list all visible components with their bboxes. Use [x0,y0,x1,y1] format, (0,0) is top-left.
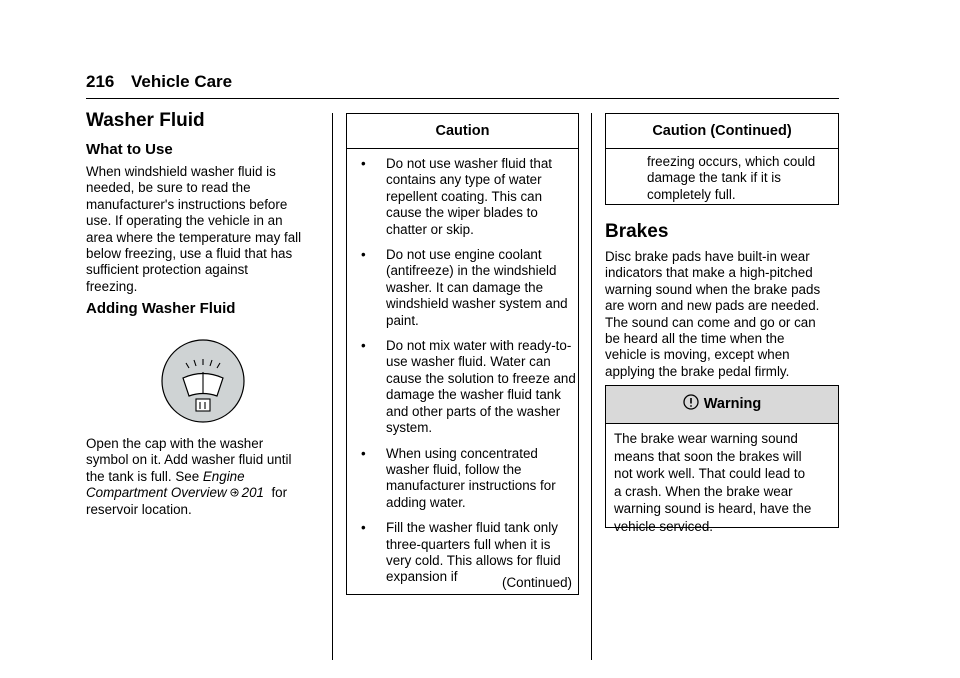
paragraph-line: means that soon the brakes will [614,448,802,464]
adding-washer-fluid-paragraph [86,436,326,518]
bullet-icon: • [361,247,366,263]
paragraph-line: manufacturer's instructions before [86,196,288,212]
paragraph-line [86,469,326,485]
bullet-icon: • [361,445,366,461]
paragraph-line: reservoir location. [86,501,192,517]
paragraph-line: freezing. [86,278,138,294]
caution-item-text: Fill the washer fluid tank only three-quarters full when it is very cold. This allows for fluid expansion if [386,520,561,585]
bullet-icon: • [361,338,366,354]
paragraph-line: freezing occurs, which could [647,154,816,169]
paragraph-text: for [271,485,288,501]
paragraph-line: The brake wear warning sound [614,431,798,446]
caution-item-text: Do not use washer fluid that contains any type of water repellent coating. This can cause the wiper blades to chatter or skip. [386,156,552,237]
paragraph-line: a crash. When the brake wear [614,483,793,499]
warning-icon [683,394,699,410]
column-divider-1 [332,113,333,660]
paragraph-line: warning sound when the brake pads [605,281,821,297]
warning-text [614,430,836,536]
washer-fluid-symbol-icon [161,339,245,423]
caution-item-text: When using concentrated washer fluid, follow the manufacturer instructions for adding water. [386,445,556,510]
paragraph-line: needed, be sure to read the [86,180,251,196]
engine-compartment-link[interactable]: Engine [202,468,245,484]
engine-compartment-overview-link[interactable]: Compartment Overview [86,485,227,501]
caution-item [361,247,576,329]
caution-item [361,446,576,512]
paragraph-line: are worn and new pads are needed. [605,298,820,314]
caution-continued-heading: Caution (Continued) [606,114,838,149]
paragraph-line: not work well. That could lead to [614,466,806,482]
caution-list [361,156,576,595]
caution-item [361,338,576,436]
paragraph-line: area where the temperature may fall [86,229,302,245]
caution-item [361,156,576,238]
paragraph-line: vehicle is moving, except when [605,347,790,363]
paragraph-line: below freezing, use a fluid that has [86,246,293,262]
caution-heading: Caution [347,114,578,149]
paragraph-line: damage the tank if it is [647,170,781,186]
what-to-use-paragraph [86,164,326,295]
paragraph-line: Disc brake pads have built-in wear [605,249,810,264]
paragraph-line: The sound can come and go or can [605,314,816,330]
paragraph-line: sufficient protection against [86,262,249,278]
paragraph-line: completely full. [647,186,736,202]
caution-item-text: Do not mix water with ready-to-use washer fluid. Water can cause the solution to freeze and damage the washer fluid tank and other parts of the washer system. [386,338,576,436]
paragraph-line: applying the brake pedal firmly. [605,363,790,379]
paragraph-line [86,485,326,501]
warning-heading: Warning [703,396,762,412]
paragraph-line: indicators that make a high-pitched [605,265,813,281]
adding-washer-fluid-heading: Adding Washer Fluid [86,300,236,317]
what-to-use-heading: What to Use [86,141,173,158]
paragraph-text: the tank is full. See [86,468,203,484]
paragraph-line: use. If operating the vehicle in an [86,213,283,229]
page-number: 216 [86,72,115,91]
caution-box [346,113,579,595]
continued-label: (Continued) [502,575,572,590]
caution-continued-box [605,113,839,205]
brakes-title: Brakes [605,221,669,242]
header-divider [86,98,839,99]
warning-header [606,386,838,424]
page-reference-icon [230,488,239,497]
paragraph-line: warning sound is heard, have the [614,501,812,517]
paragraph-line: be heard all the time when the [605,331,785,347]
paragraph-line: vehicle serviced. [614,518,713,534]
section-title: Vehicle Care [131,72,233,91]
page-reference-number[interactable]: 201 [241,485,264,501]
caution-continued-text [647,154,837,203]
paragraph-line: When windshield washer fluid is [86,164,276,179]
brakes-paragraph [605,249,845,380]
column-divider-2 [591,113,592,660]
paragraph-line: symbol on it. Add washer fluid until [86,452,292,468]
washer-fluid-title: Washer Fluid [86,110,205,131]
caution-item-text: Do not use engine coolant (antifreeze) in the windshield washer. It can damage the windshield washer system and paint. [386,247,568,328]
bullet-icon: • [361,156,366,171]
paragraph-line: Open the cap with the washer [86,436,264,451]
bullet-icon: • [361,520,366,536]
warning-box [605,385,839,534]
